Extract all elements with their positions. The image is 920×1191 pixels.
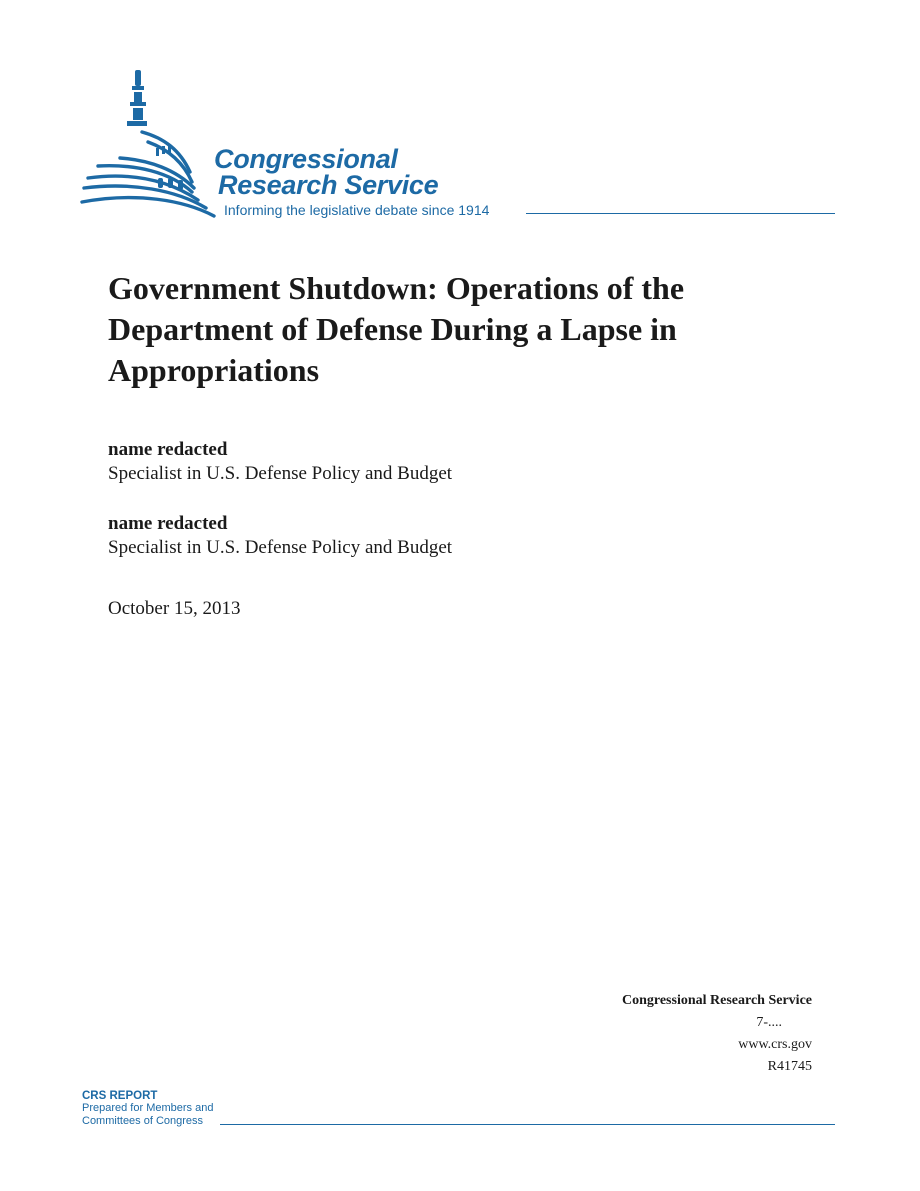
crs-url[interactable]: www.crs.gov — [738, 1037, 812, 1052]
footer-line2: Committees of Congress — [82, 1114, 204, 1127]
author-role: Specialist in U.S. Defense Policy and Budget — [108, 537, 453, 558]
tagline: Informing the legislative debate since 1914 — [224, 202, 490, 218]
author-block — [108, 438, 452, 486]
author-name: name redacted — [108, 439, 228, 460]
report-number: R41745 — [767, 1059, 812, 1074]
crs-logo — [80, 66, 840, 226]
footer-rule — [220, 1124, 835, 1125]
report-date: October 15, 2013 — [108, 598, 241, 619]
crs-code: 7-.... — [756, 1015, 782, 1030]
footer-title: CRS REPORT — [82, 1090, 158, 1102]
crs-info-block — [622, 990, 812, 1078]
author-block — [108, 512, 452, 560]
tagline-rule — [526, 213, 835, 214]
crs-org-name: Congressional Research Service — [621, 993, 812, 1008]
capitol-dome-icon — [80, 66, 220, 226]
org-name-line2: Research Service — [218, 170, 439, 200]
report-title: Government Shutdown: Operations of the Department of Defense During a Lapse in Appropriations — [108, 270, 685, 388]
author-role: Specialist in U.S. Defense Policy and Budget — [108, 463, 453, 484]
org-name-line1: Congressional — [214, 144, 398, 174]
crs-report-footer — [82, 1090, 213, 1127]
footer-line1: Prepared for Members and — [82, 1102, 214, 1114]
author-name: name redacted — [108, 513, 228, 534]
